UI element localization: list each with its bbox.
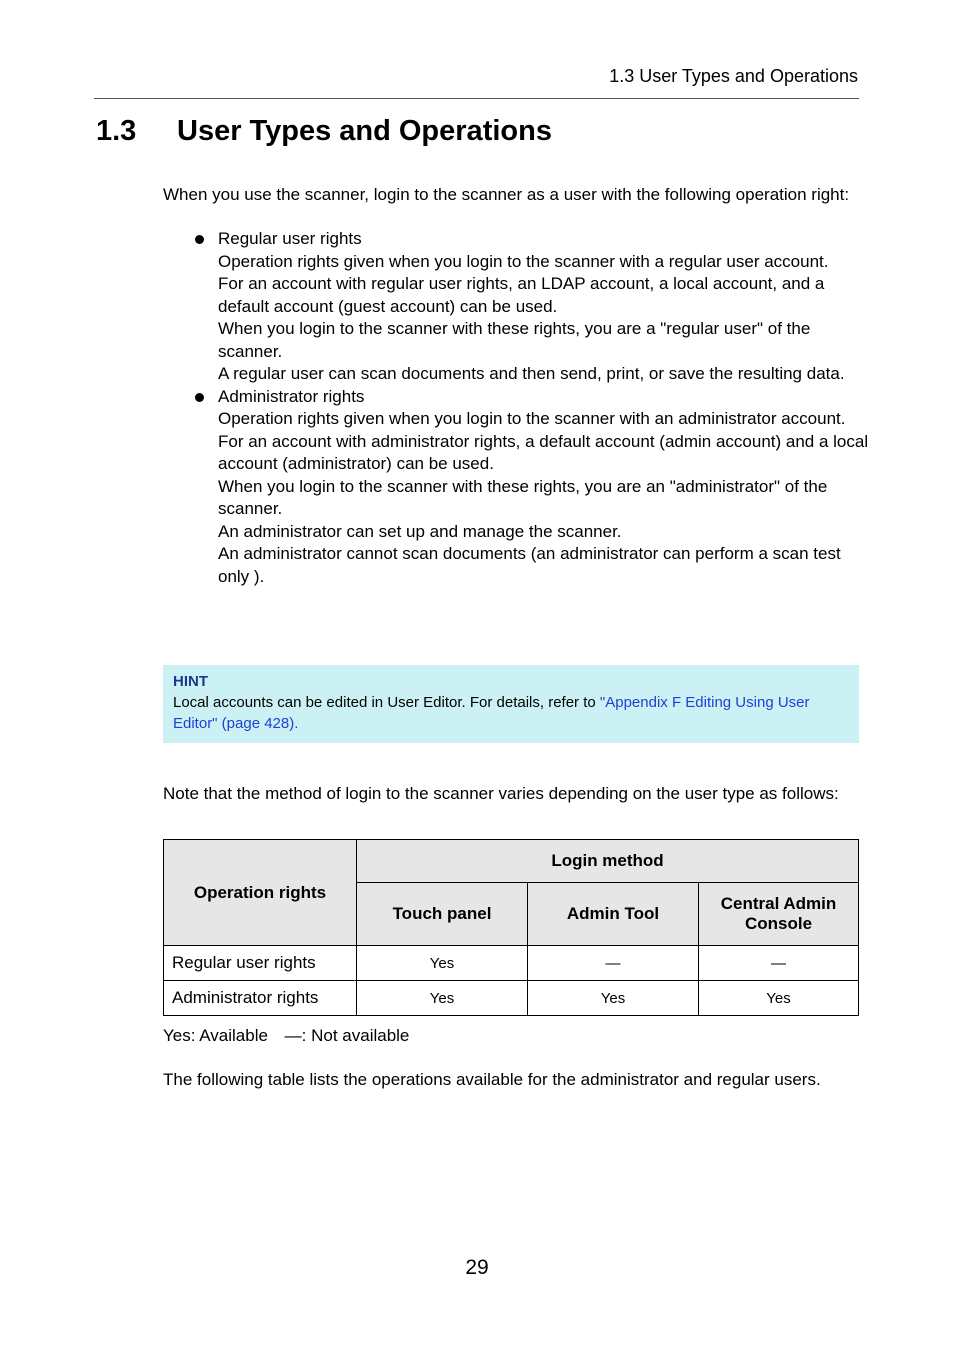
section-heading [96,115,552,148]
table-cell: — [528,946,699,981]
table-cell: Yes [357,981,528,1016]
table-row [164,946,859,981]
table-row [164,981,859,1016]
right-description: An administrator cannot scan documents (an administrator can perform a scan test only ). [218,544,841,586]
note-paragraph: Note that the method of login to the scanner varies depending on the user type as follows: [163,784,839,803]
header-divider [94,98,859,99]
right-description: When you login to the scanner with these rights, you are a "regular user" of the scanner. [218,319,811,361]
header-login-method: Login method [357,840,859,883]
section-title: User Types and Operations [177,115,552,147]
hint-text: Local accounts can be edited in User Editor. For details, refer to [173,694,600,711]
header-central-admin-console [699,883,859,946]
legend-not-available: —: Not available [284,1026,410,1045]
hint-title: HINT [173,673,208,690]
hint-body [173,692,849,734]
list-item-administrator-rights [195,386,875,589]
list-item-regular-user-rights [195,228,875,386]
intro-paragraph: When you use the scanner, login to the scanner as a user with the following operation right: [163,185,850,204]
hint-box [163,665,859,743]
right-name: Administrator rights [218,386,365,406]
right-description: A regular user can scan documents and then send, print, or save the resulting data. [218,364,845,383]
page-number: 29 [465,1256,489,1279]
running-header: 1.3 User Types and Operations [609,66,858,86]
bullet-icon [195,235,204,244]
right-description: For an account with regular user rights, an LDAP account, a local account, and a default account (guest account) can be used. [218,274,825,316]
right-description: Operation rights given when you login to the scanner with an administrator account. [218,409,846,428]
bullet-icon [195,393,204,402]
table-cell: Yes [699,981,859,1016]
table-legend [163,1026,409,1046]
table-cell: — [699,946,859,981]
header-admin-tool: Admin Tool [528,883,699,946]
table-header-row [164,840,859,883]
right-description: When you login to the scanner with these rights, you are an "administrator" of the scanner. [218,476,828,518]
closing-paragraph: The following table lists the operations available for the administrator and regular users. [163,1070,821,1089]
right-name: Regular user rights [218,229,362,248]
section-number: 1.3 [96,115,137,147]
row-label: Regular user rights [164,946,357,981]
right-description: An administrator can set up and manage the scanner. [218,521,622,541]
table-cell: Yes [528,981,699,1016]
table-cell: Yes [357,946,528,981]
header-central-admin-console-label: Central Admin Console [720,894,837,933]
legend-available: Yes: Available [163,1026,268,1045]
login-method-table [163,839,859,1016]
right-description: For an account with administrator rights, a default account (admin account) and a local account (administrator) can be used. [218,431,869,473]
row-label: Administrator rights [164,981,357,1016]
header-operation-rights: Operation rights [164,840,357,946]
right-description: Operation rights given when you login to the scanner with a regular user account. [218,251,829,271]
appendix-link[interactable]: "Appendix F Editing Using User Editor" (page 428). [173,694,810,732]
rights-list [195,228,875,588]
header-touch-panel: Touch panel [357,883,528,946]
